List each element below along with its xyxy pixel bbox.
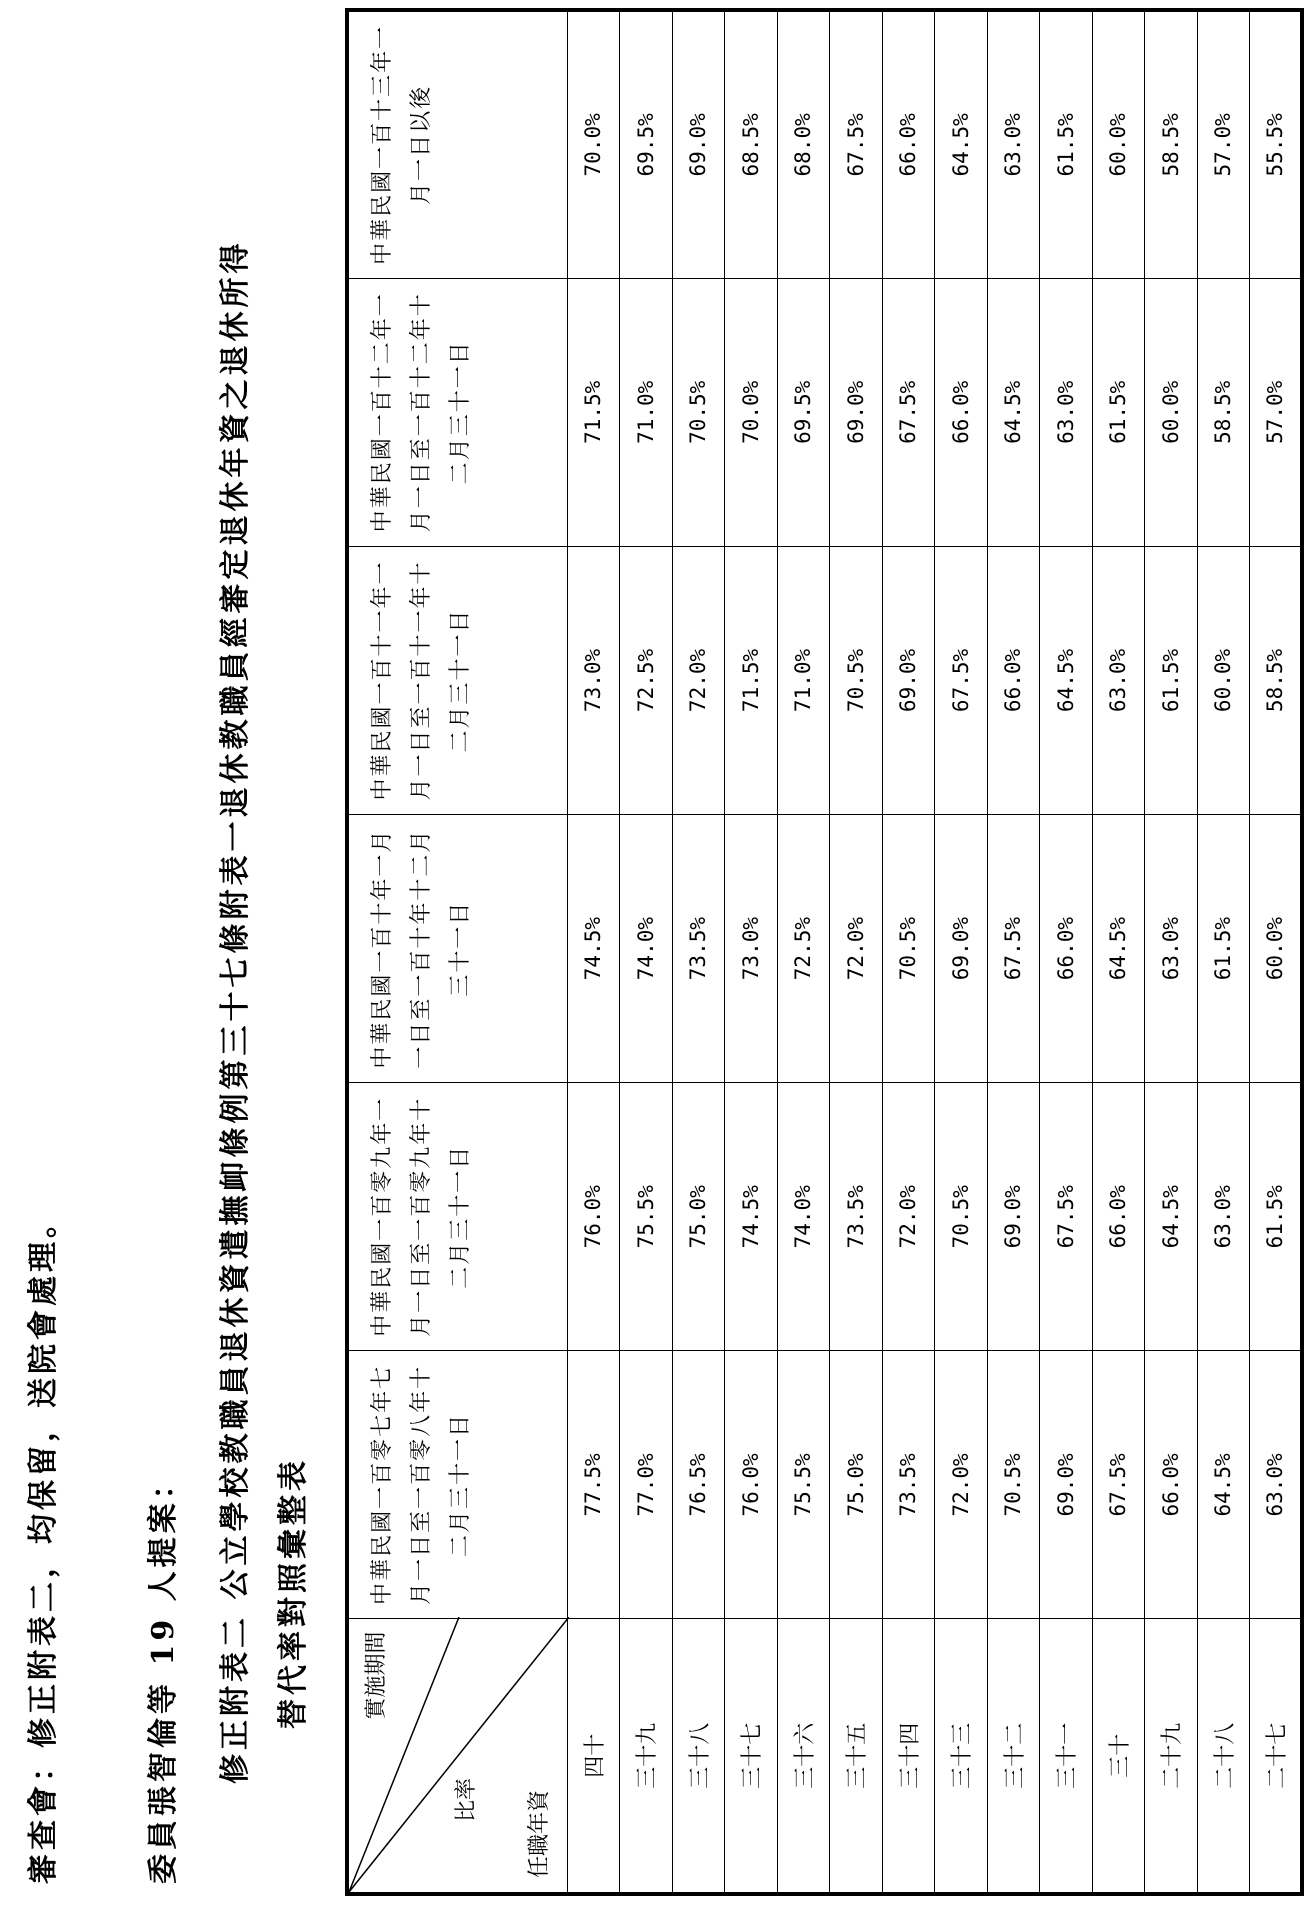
rate-cell: 64.5% [1092,815,1145,1083]
rate-cell: 61.5% [1092,278,1145,546]
rate-cell: 57.0% [1250,278,1303,546]
rate-cell: 70.5% [830,546,883,814]
table-row [830,10,883,1894]
years-cell: 三十四 [882,1619,935,1894]
table-row [672,10,725,1894]
rate-cell: 61.5% [1197,815,1250,1083]
table-row [1040,10,1093,1894]
rate-cell: 76.0% [725,1351,778,1619]
rate-cell: 70.5% [882,815,935,1083]
rate-cell: 63.0% [1197,1083,1250,1351]
period-header-5: 中華民國一百十二年一月一日至一百十二年十二月三十一日 [347,278,567,546]
years-cell: 三十 [1092,1619,1145,1894]
table-title-continued: 替代率對照彙整表 [276,1457,311,1729]
rate-cell: 70.5% [987,1351,1040,1619]
rate-cell: 77.5% [567,1351,620,1619]
rate-cell: 66.0% [1145,1351,1198,1619]
rate-cell: 69.0% [987,1083,1040,1351]
rate-cell: 75.5% [620,1083,673,1351]
table-row [1145,10,1198,1894]
rate-cell: 73.5% [882,1351,935,1619]
rate-cell: 73.0% [567,546,620,814]
table-row [882,10,935,1894]
rate-cell: 74.5% [725,1083,778,1351]
rate-cell: 66.0% [1040,815,1093,1083]
years-cell: 四十 [567,1619,620,1894]
rate-cell: 58.5% [1250,546,1303,814]
rate-cell: 60.0% [1092,10,1145,278]
rate-cell: 64.5% [1145,1083,1198,1351]
rate-cell: 69.5% [777,278,830,546]
rate-cell: 66.0% [882,10,935,278]
rate-cell: 72.0% [830,815,883,1083]
proposal-line: 委員張智倫等 19 人提案： [146,1465,181,1884]
rate-cell: 58.5% [1197,278,1250,546]
years-cell: 三十九 [620,1619,673,1894]
replacement-rate-table [345,8,1304,1896]
rate-cell: 71.5% [567,278,620,546]
corner-years-label: 任職年資 [526,1789,552,1878]
rate-cell: 69.5% [620,10,673,278]
years-cell: 三十二 [987,1619,1040,1894]
years-cell: 三十五 [830,1619,883,1894]
rate-cell: 73.0% [725,815,778,1083]
rate-cell: 74.0% [777,1083,830,1351]
rate-cell: 74.0% [620,815,673,1083]
rate-cell: 69.0% [672,10,725,278]
corner-header-cell [347,1619,567,1894]
rate-cell: 70.5% [672,278,725,546]
rate-cell: 72.0% [672,546,725,814]
table-title: 修正附表二 公立學校教職員退休資遣撫卹條例第三十七條附表一退休教職員經審定退休年資之退休所得 [218,239,253,1784]
table-header-row [347,10,567,1894]
rate-cell: 67.5% [882,278,935,546]
rate-cell: 72.5% [620,546,673,814]
years-cell: 三十三 [935,1619,988,1894]
rate-cell: 68.5% [725,10,778,278]
rate-cell: 76.0% [567,1083,620,1351]
rate-cell: 60.0% [1145,278,1198,546]
years-cell: 二十七 [1250,1619,1303,1894]
rate-cell: 67.5% [935,546,988,814]
years-cell: 三十六 [777,1619,830,1894]
rate-cell: 64.5% [935,10,988,278]
rate-cell: 64.5% [1197,1351,1250,1619]
rate-cell: 77.0% [620,1351,673,1619]
rate-cell: 67.5% [830,10,883,278]
rate-cell: 67.5% [987,815,1040,1083]
rate-cell: 68.0% [777,10,830,278]
rate-cell: 66.0% [987,546,1040,814]
rate-cell: 67.5% [1092,1351,1145,1619]
period-header-1: 中華民國一百零七年七月一日至一百零八年十二月三十一日 [347,1351,567,1619]
rate-cell: 75.0% [830,1351,883,1619]
rate-cell: 71.5% [725,546,778,814]
rate-cell: 61.5% [1250,1083,1303,1351]
table-row [1092,10,1145,1894]
rate-cell: 69.0% [935,815,988,1083]
rate-cell: 63.0% [1145,815,1198,1083]
rate-cell: 75.0% [672,1083,725,1351]
table-row [1197,10,1250,1894]
rate-cell: 63.0% [1040,278,1093,546]
rate-cell: 64.5% [1040,546,1093,814]
rate-cell: 72.5% [777,815,830,1083]
rate-cell: 63.0% [1250,1351,1303,1619]
rate-cell: 70.5% [935,1083,988,1351]
rate-cell: 75.5% [777,1351,830,1619]
rate-cell: 70.0% [567,10,620,278]
corner-period-label: 實施期間 [364,1631,389,1720]
years-cell: 三十八 [672,1619,725,1894]
rate-cell: 74.5% [567,815,620,1083]
rate-cell: 69.0% [1040,1351,1093,1619]
rate-cell: 60.0% [1197,546,1250,814]
rate-cell: 61.5% [1040,10,1093,278]
table-row [620,10,673,1894]
rate-cell: 72.0% [882,1083,935,1351]
rate-cell: 61.5% [1145,546,1198,814]
table-row [567,10,620,1894]
years-cell: 三十一 [1040,1619,1093,1894]
table-row [935,10,988,1894]
table-row [1250,10,1303,1894]
rate-cell: 60.0% [1250,815,1303,1083]
rate-cell: 71.0% [620,278,673,546]
rate-cell: 69.0% [882,546,935,814]
table-row [987,10,1040,1894]
rate-cell: 58.5% [1145,10,1198,278]
rate-cell: 76.5% [672,1351,725,1619]
years-cell: 三十七 [725,1619,778,1894]
period-header-3: 中華民國一百十年一月一日至一百十年十二月三十一日 [347,815,567,1083]
years-cell: 二十八 [1197,1619,1250,1894]
rate-cell: 73.5% [672,815,725,1083]
rate-cell: 71.0% [777,546,830,814]
rate-cell: 63.0% [1092,546,1145,814]
rate-cell: 57.0% [1197,10,1250,278]
rate-cell: 69.0% [830,278,883,546]
committee-decision-line: 審查會：修正附表二，均保留，送院會處理。 [26,1204,61,1884]
period-header-4: 中華民國一百十一年一月一日至一百十一年十二月三十一日 [347,546,567,814]
rate-cell: 67.5% [1040,1083,1093,1351]
rate-cell: 66.0% [935,278,988,546]
rate-cell: 66.0% [1092,1083,1145,1351]
rate-cell: 55.5% [1250,10,1303,278]
table-row [725,10,778,1894]
corner-rate-label: 比率 [454,1777,479,1822]
rate-cell: 70.0% [725,278,778,546]
period-header-2: 中華民國一百零九年一月一日至一百零九年十二月三十一日 [347,1083,567,1351]
years-cell: 二十九 [1145,1619,1198,1894]
rate-cell: 64.5% [987,278,1040,546]
period-header-6: 中華民國一百十三年一月一日以後 [347,10,567,278]
rate-cell: 73.5% [830,1083,883,1351]
rate-cell: 63.0% [987,10,1040,278]
rate-cell: 72.0% [935,1351,988,1619]
table-row [777,10,830,1894]
